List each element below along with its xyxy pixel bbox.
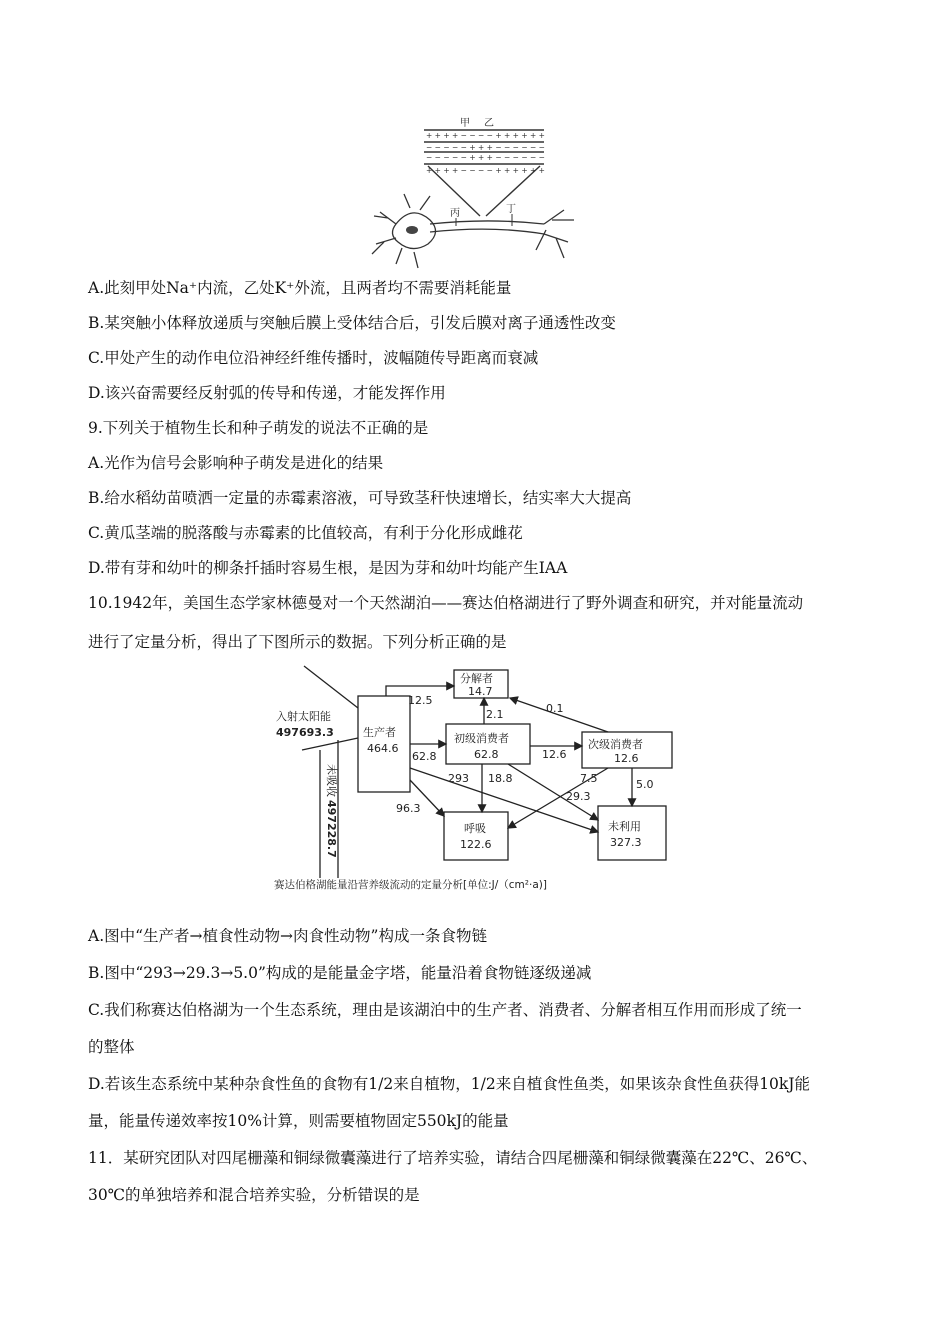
flow-sec-to-resp: 7.5 <box>580 772 598 785</box>
producer-label: 生产者 <box>363 726 396 739</box>
q8-option-c: C.甲处产生的动作电位沿神经纤维传播时，波幅随传导距离而衰减 <box>88 349 539 367</box>
q9-option-b: B.给水稻幼苗喷洒一定量的赤霉素溶液，可导致茎秆快速增长，结实率大大提高 <box>88 489 632 507</box>
membrane-top-charges: + + + + − − − − + + + + + + <box>426 131 545 140</box>
q11-stem-line1: 11．某研究团队对四尾栅藻和铜绿微囊藻进行了培养实验，请结合四尾栅藻和铜绿微囊藻在22℃、26℃、 <box>88 1149 818 1167</box>
membrane-upper-inner: − − − − − + + + − − − − − − <box>426 143 545 152</box>
label-bing: 丙 <box>450 208 460 219</box>
label-jia: 甲 <box>460 118 470 129</box>
neuron-figure <box>368 112 580 278</box>
q10-stem-line1: 10.1942年，美国生态学家林德曼对一个天然湖泊——赛达伯格湖进行了野外调查和研究，并对能量流动 <box>88 594 804 612</box>
flow-sec-to-unused: 5.0 <box>636 778 654 791</box>
membrane-lower-inner: − − − − − + + + − − − − − − <box>426 153 545 162</box>
unused-label: 未利用 <box>608 820 641 833</box>
label-yi: 乙 <box>484 118 494 129</box>
q8-option-a: A.此刻甲处Na⁺内流，乙处K⁺外流，且两者均不需要消耗能量 <box>88 279 512 297</box>
primary-label: 初级消费者 <box>454 732 509 745</box>
unabsorbed-label: 未吸收 <box>325 764 338 797</box>
flow-p-to-resp: 96.3 <box>396 802 421 815</box>
secondary-value: 12.6 <box>614 752 639 765</box>
flow-p-to-unused: 293 <box>448 772 469 785</box>
q10-option-c: C.我们称赛达伯格湖为一个生态系统，理由是该湖泊中的生产者、消费者、分解者相互作用而形成了统一 <box>88 1001 802 1019</box>
flow-prim-to-unused: 29.3 <box>566 790 591 803</box>
energy-flow-diagram <box>268 660 678 900</box>
sun-label: 入射太阳能 <box>276 710 331 723</box>
decomposer-label: 分解者 <box>460 672 493 685</box>
respiration-label: 呼吸 <box>464 822 486 835</box>
q10-option-c-continued: 的整体 <box>88 1038 135 1056</box>
membrane-bottom-charges: + + + + − − − − + + + + + + <box>426 166 545 175</box>
q10-option-d-continued: 量，能量传递效率按10%计算，则需要植物固定550kJ的能量 <box>88 1112 509 1130</box>
respiration-value: 122.6 <box>460 838 492 851</box>
flow-sec-to-decomp: 0.1 <box>546 702 564 715</box>
q9-option-a: A.光作为信号会影响种子萌发是进化的结果 <box>88 454 384 472</box>
flow-prim-to-sec: 12.6 <box>542 748 567 761</box>
q10-option-d: D.若该生态系统中某种杂食性鱼的食物有1/2来自植物，1/2来自植食性鱼类，如果该杂食性鱼获得10kJ能 <box>88 1075 811 1093</box>
q9-option-c: C.黄瓜茎端的脱落酸与赤霉素的比值较高，有利于分化形成雌花 <box>88 524 523 542</box>
q10-option-b: B.图中“293→29.3→5.0”构成的是能量金字塔，能量沿着食物链逐级递减 <box>88 964 592 982</box>
q10-option-a: A.图中“生产者→植食性动物→肉食性动物”构成一条食物链 <box>88 927 487 945</box>
decomposer-value: 14.7 <box>468 685 493 698</box>
q9-option-d: D.带有芽和幼叶的柳条扦插时容易生根，是因为芽和幼叶均能产生IAA <box>88 559 568 577</box>
unused-value: 327.3 <box>610 836 642 849</box>
flow-p-to-decomp: 12.5 <box>408 694 433 707</box>
secondary-label: 次级消费者 <box>588 738 643 751</box>
producer-value: 464.6 <box>367 742 399 755</box>
q10-stem-line2: 进行了定量分析，得出了下图所示的数据。下列分析正确的是 <box>88 633 507 651</box>
q8-option-b: B.某突触小体释放递质与突触后膜上受体结合后，引发后膜对离子通透性改变 <box>88 314 616 332</box>
unabsorbed-value: 497228.7 <box>325 800 338 858</box>
flow-p-to-prim: 62.8 <box>412 750 437 763</box>
q11-stem-line2: 30℃的单独培养和混合培养实验，分析错误的是 <box>88 1186 420 1204</box>
diagram-caption: 赛达伯格湖能量沿营养级流动的定量分析[单位:J/（cm²·a)] <box>274 879 547 891</box>
flow-prim-to-resp: 18.8 <box>488 772 513 785</box>
flow-prim-to-decomp: 2.1 <box>486 708 504 721</box>
sun-value: 497693.3 <box>276 726 334 739</box>
label-ding: 丁 <box>506 204 516 215</box>
q8-option-d: D.该兴奋需要经反射弧的传导和传递，才能发挥作用 <box>88 384 446 402</box>
primary-value: 62.8 <box>474 748 499 761</box>
q9-stem: 9.下列关于植物生长和种子萌发的说法不正确的是 <box>88 419 429 437</box>
